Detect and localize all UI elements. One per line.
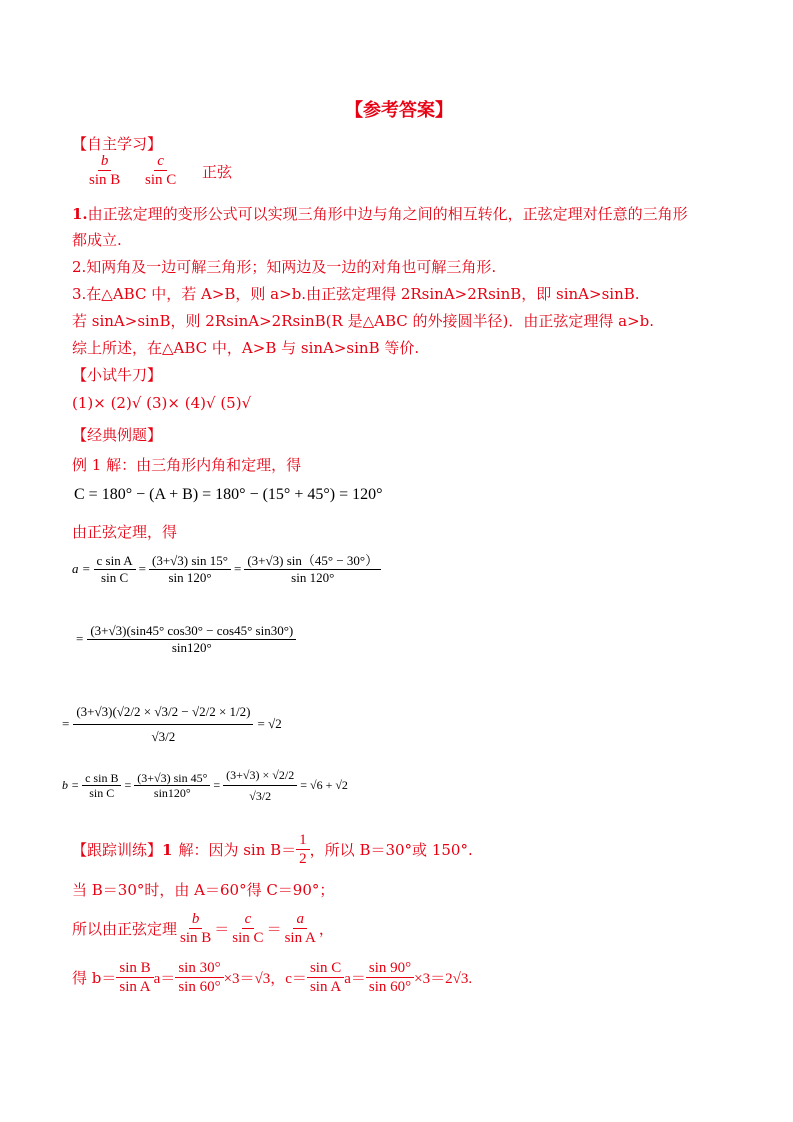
frac-num: c <box>242 910 255 929</box>
follow-line-4-a: 得 b＝ <box>72 969 117 987</box>
frac-num: (3+√3) × √2/2 <box>223 765 297 786</box>
frac-den: sin C <box>89 786 115 801</box>
follow-line-1 <box>72 831 473 868</box>
follow-line-2: 当 B＝30°时，由 A＝60°得 C＝90°； <box>72 881 335 899</box>
frac-num: (3+√3) sin（45° − 30°） <box>244 553 381 570</box>
frac-den: sin C <box>145 172 177 188</box>
page-title: 【参考答案】 <box>345 100 453 121</box>
b-result: = √6 + √2 <box>300 778 348 793</box>
frac-num: a <box>293 910 307 929</box>
follow-frac-c <box>229 910 266 947</box>
section-trial: 【小试牛刀】 <box>72 366 163 384</box>
a3-frac <box>73 700 253 748</box>
frac-num: (3+√3) sin 45° <box>134 771 210 786</box>
frac-num: c <box>154 152 167 171</box>
section-examples: 【经典例题】 <box>72 426 163 444</box>
frac-num: c sin A <box>94 553 136 570</box>
follow-line-4 <box>72 959 472 996</box>
item-1-text: 由正弦定理的变形公式可以实现三角形中边与角之间的相互转化，正弦定理对任意的三角形 <box>87 205 688 223</box>
frac-num: b <box>98 152 112 171</box>
item-1-number: 1. <box>72 205 88 223</box>
frac-num: c sin B <box>82 771 121 786</box>
equals-sign: ＝ <box>214 922 230 938</box>
frac-num: 1 <box>296 831 310 850</box>
frac-den: sin 60° <box>368 979 412 995</box>
fraction-b-over-sinB <box>86 152 123 189</box>
frac-den: sin 60° <box>178 979 221 995</box>
equation-angle-C: C = 180° − (A + B) = 180° − (15° + 45°) = 120° <box>74 486 383 503</box>
law-of-sines-text: 由正弦定理，得 <box>72 523 178 541</box>
follow-line-3-end: ， <box>318 920 334 938</box>
frac-num: sin B <box>116 959 153 978</box>
b-frac-2 <box>134 771 210 801</box>
equation-a-line-3 <box>62 700 282 748</box>
a2-frac <box>87 623 296 655</box>
equation-a-line-2 <box>76 623 296 655</box>
follow-frac-b <box>177 910 214 947</box>
follow-number: 1 <box>162 840 173 859</box>
follow-line-4-mid-1: a＝ <box>153 971 176 987</box>
follow-frac-sin90-sin60 <box>366 959 414 996</box>
frac-den: sin A <box>309 979 342 995</box>
equation-b <box>62 765 348 807</box>
equals-sign: = <box>124 778 132 793</box>
word-sine: 正弦 <box>202 163 233 181</box>
equals-sign: = <box>234 561 242 577</box>
frac-num: (3+√3)(sin45° cos30° − cos45° sin30°) <box>87 623 296 640</box>
frac-den: √3/2 <box>151 728 176 744</box>
b-frac-3 <box>223 765 297 807</box>
frac-den: 2 <box>299 851 307 867</box>
frac-den: sin B <box>180 930 212 946</box>
frac-den: sin C <box>101 569 129 585</box>
a-frac-3 <box>244 553 381 585</box>
frac-den: sin120° <box>171 639 212 655</box>
follow-line-3-a: 所以由正弦定理 <box>72 920 178 938</box>
frac-den: sin A <box>284 930 316 946</box>
equals-sign: = <box>213 778 221 793</box>
item-3-line-2: 若 sinA>sinB，则 2RsinA>2RsinB(R 是△ABC 的外接圆半径)．由正弦定理得 a>b. <box>72 312 655 330</box>
frac-num: sin 30° <box>175 959 223 978</box>
equals-sign: ＝ <box>266 922 282 938</box>
frac-num: b <box>189 910 203 929</box>
frac-num: sin C <box>307 959 344 978</box>
follow-line-4-mid-2: ×3＝√3，c＝ <box>223 971 307 987</box>
follow-line-4-mid-3: a＝ <box>344 971 366 987</box>
frac-den: sin B <box>89 172 121 188</box>
a-frac-2 <box>149 553 231 585</box>
follow-line-3 <box>72 910 334 947</box>
follow-frac-sinC-sinA <box>307 959 344 996</box>
follow-frac-sinB-sinA <box>116 959 153 996</box>
example-1-intro: 例 1 解：由三角形内角和定理，得 <box>72 456 302 474</box>
frac-den: sin A <box>119 979 151 995</box>
equals-sign: = <box>138 561 146 577</box>
frac-den: sin 120° <box>291 569 335 585</box>
follow-frac-half <box>296 831 310 868</box>
b-frac-1 <box>82 771 121 801</box>
item-3-line-1: 3.在△ABC 中，若 A>B，则 a>b.由正弦定理得 2RsinA>2RsinB，即 sinA>sinB. <box>72 285 640 303</box>
frac-den: sin120° <box>153 786 191 801</box>
follow-frac-sin30-sin60 <box>175 959 223 996</box>
follow-line-1-b: ，所以 B＝30°或 150°. <box>309 841 473 859</box>
follow-line-4-end: ×3＝2√3. <box>414 971 473 987</box>
item-1-line-2: 都成立. <box>72 231 122 249</box>
frac-den: sin C <box>232 930 264 946</box>
frac-num: sin 90° <box>366 959 414 978</box>
follow-frac-a <box>282 910 319 947</box>
frac-num: (3+√3)(√2/2 × √3/2 − √2/2 × 1/2) <box>73 700 253 725</box>
section-follow: 【跟踪训练】 <box>72 841 163 859</box>
a-frac-1 <box>94 553 136 585</box>
equation-a-line-1 <box>72 553 381 585</box>
fraction-c-over-sinC <box>142 152 179 189</box>
a-result: = √2 <box>257 716 282 732</box>
item-1-line-1 <box>72 203 688 224</box>
follow-line-1-a: 解：因为 sin B＝ <box>178 841 297 859</box>
equals-sign: = <box>62 716 70 732</box>
frac-den: sin 120° <box>168 569 212 585</box>
a-lhs: a = <box>72 561 91 577</box>
b-lhs: b = <box>62 778 80 793</box>
frac-num: (3+√3) sin 15° <box>149 553 231 570</box>
item-2: 2.知两角及一边可解三角形；知两边及一边的对角也可解三角形. <box>72 258 497 276</box>
trial-answers: (1)× (2)√ (3)× (4)√ (5)√ <box>72 394 252 412</box>
equals-sign: = <box>76 631 84 647</box>
frac-den: √3/2 <box>249 789 272 804</box>
item-3-line-3: 综上所述，在△ABC 中，A>B 与 sinA>sinB 等价. <box>72 339 420 357</box>
section-self-study: 【自主学习】 <box>72 135 163 153</box>
